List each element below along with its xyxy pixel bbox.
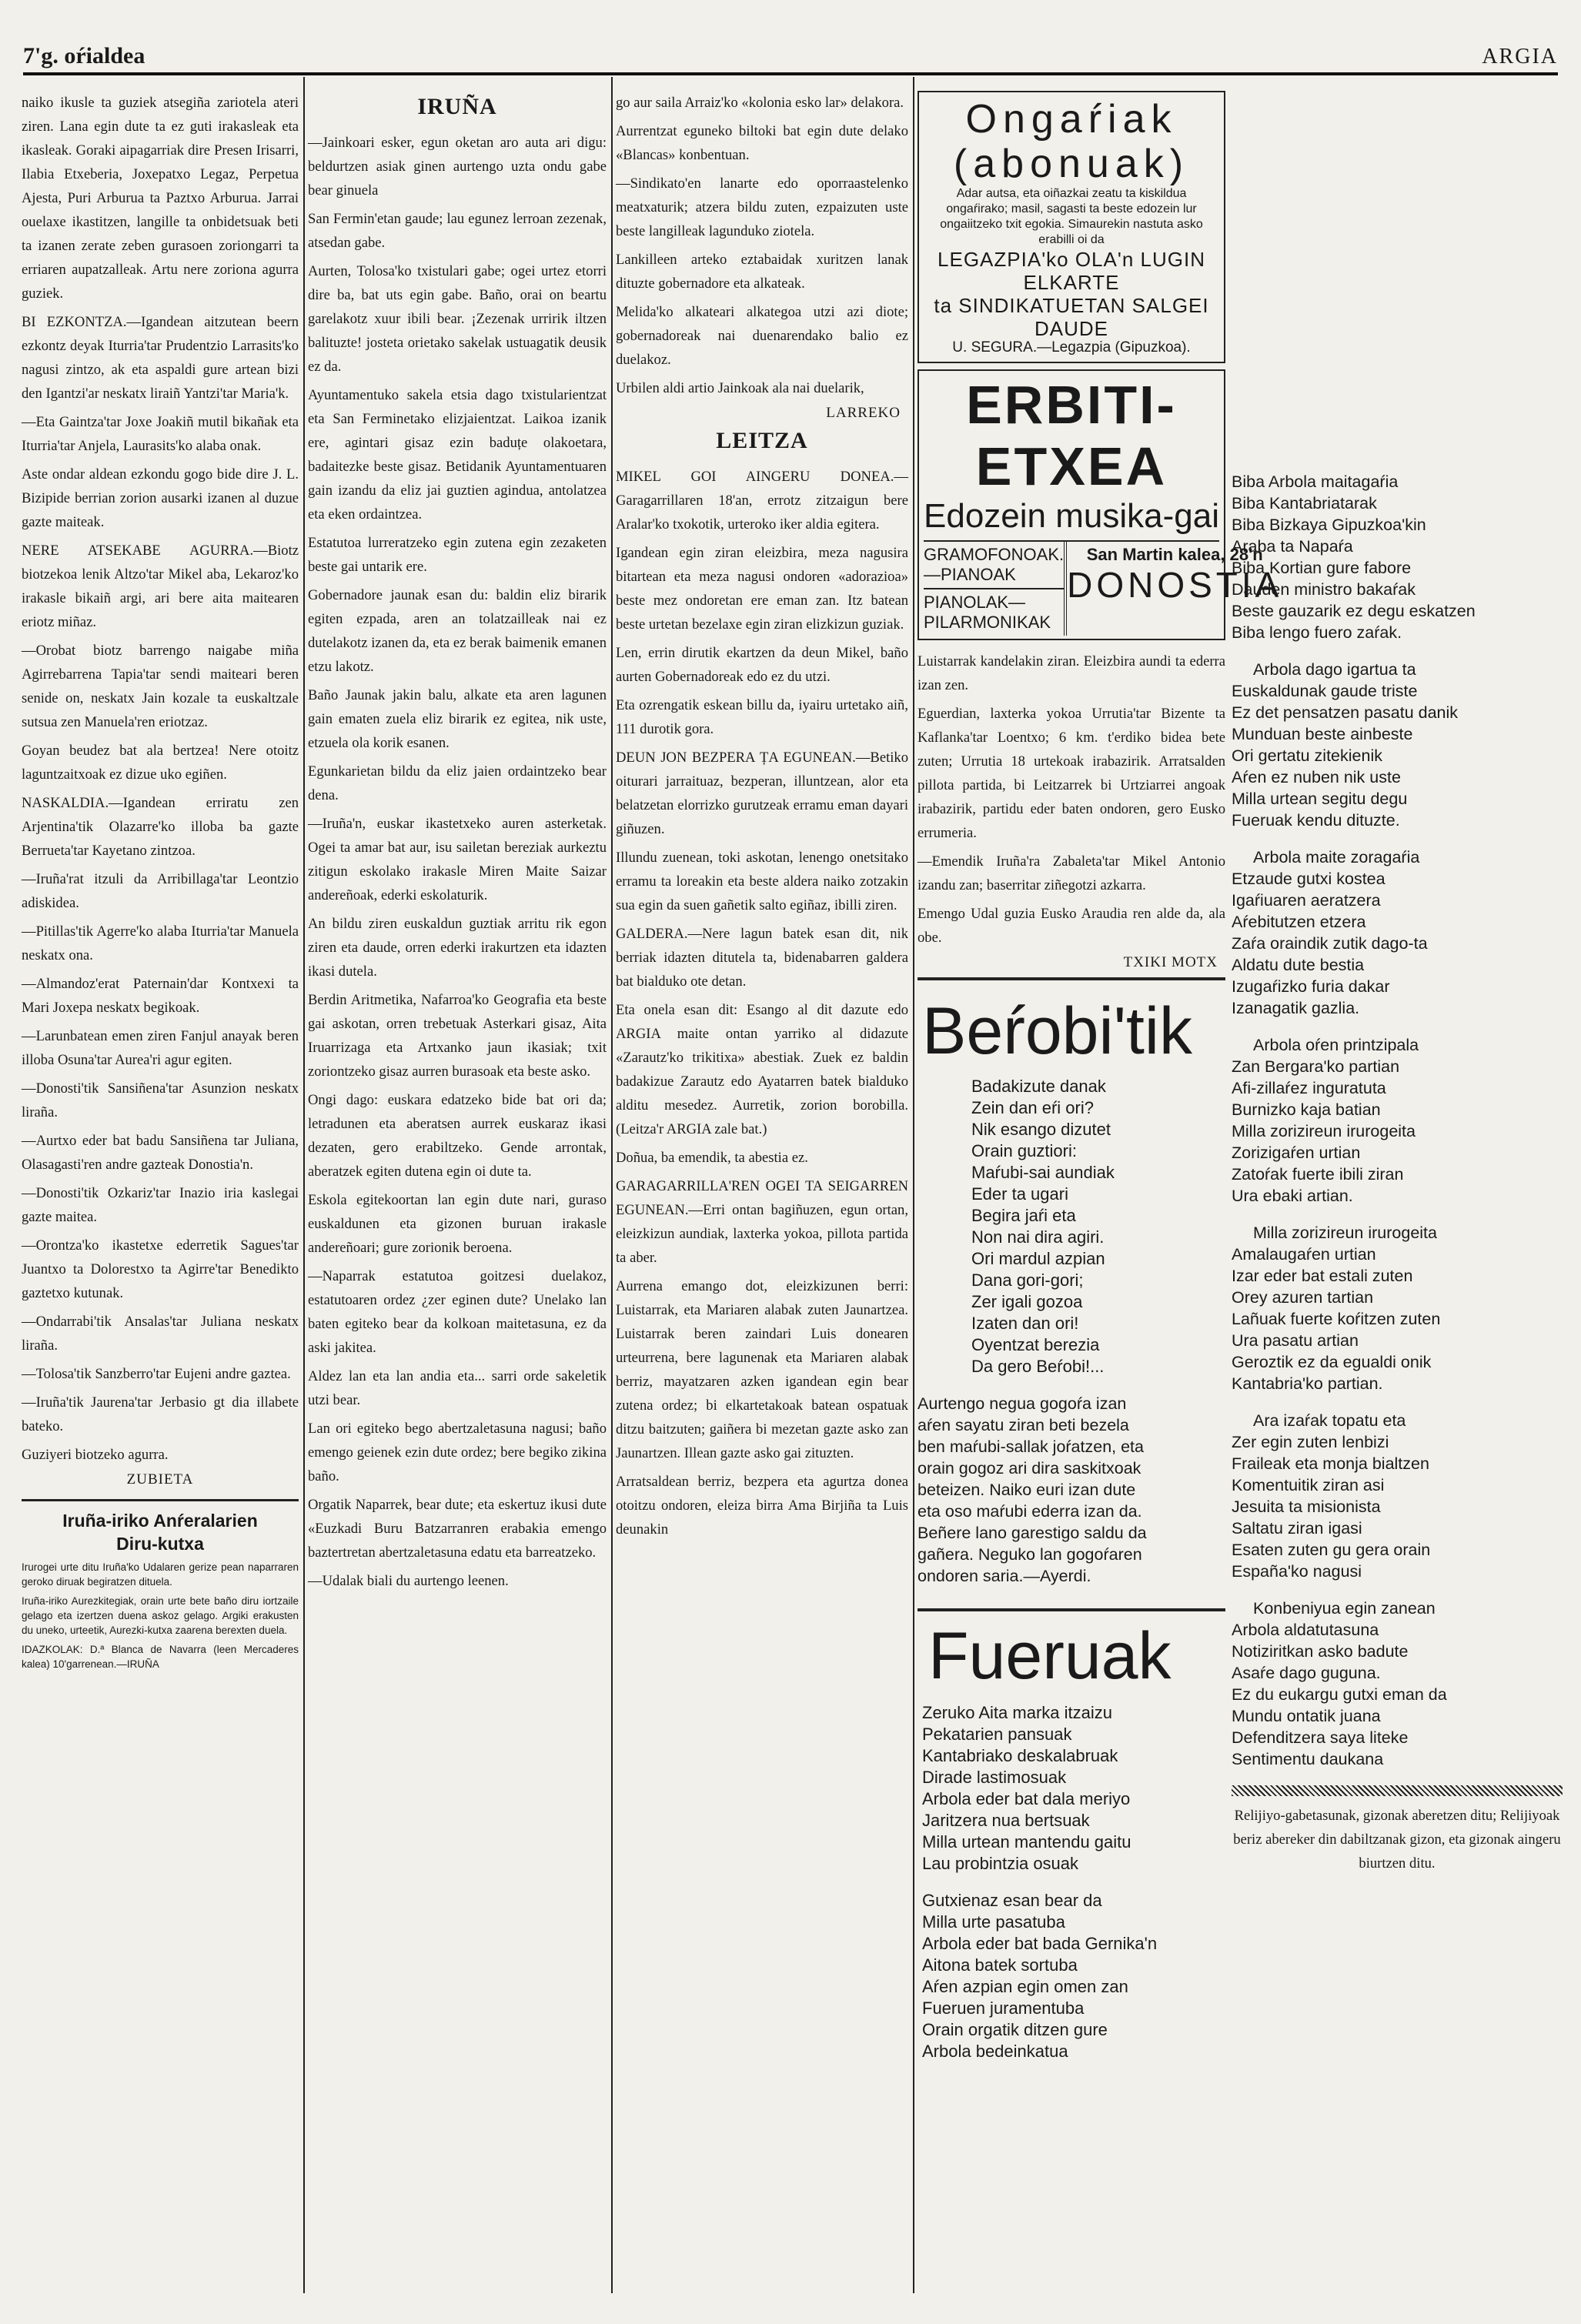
ad-subtitle: Diru-kutxa [116, 1534, 204, 1554]
poem-line: Zer egin zuten lenbizi [1232, 1433, 1389, 1451]
poem-line: Lau probintzia osuak [922, 1854, 1079, 1873]
poem-line: Orain orgatik ditzen gure [922, 2020, 1108, 2039]
paragraph: An bildu ziren euskaldun guztiak arritu rik egon ziren eta daude, orren ederki irakurtzen eta idazten ikasi dutela. [308, 916, 607, 980]
column-rule [303, 77, 305, 2293]
page-number: 7'g. oŕialdea [23, 43, 145, 68]
paragraph: Igandean egin ziran eleizbira, meza nagusira bitartean eta meza nagusi ondoren «adorazioa» beste mez ondoretan ere eman zan. Itz batean beste urtetan bezelaxe egin ziran elizkizun guziak. [616, 545, 908, 633]
poem-line: Milla zorizireun irurogeita [1232, 1122, 1416, 1140]
poem-line: Eder ta ugari [971, 1184, 1068, 1204]
poem-line: Arbola oŕen printzipala [1253, 1036, 1419, 1054]
poem-line: Gutxienaz esan bear da [922, 1891, 1102, 1910]
poem-line: Jaritzera nua bertsuak [922, 1811, 1090, 1830]
poem-line: Non nai dira agiri. [971, 1227, 1105, 1247]
poem-line: Kantabriako deskalabruak [922, 1746, 1118, 1765]
poem-line: Aitona batek sortuba [922, 1955, 1078, 1975]
poem-line: Biba Bizkaya Gipuzkoa'kin [1232, 516, 1426, 534]
poem-stanza [1232, 1222, 1563, 1394]
ad-line: ta SINDIKATUETAN SALGEI DAUDE [934, 294, 1209, 340]
ad-text: Irurogei urte ditu Iruña'ko Udalaren gerize pean naparraren geroko diruak begiratzen dituela. [22, 1561, 299, 1588]
poem-line: Biba Kortian gure fabore [1232, 559, 1412, 577]
poem-line: Zein dan eŕi ori? [971, 1098, 1094, 1117]
ad-products [924, 542, 1067, 636]
paragraph: —Iruña'tik Jaurena'tar Jerbasio gt dia illabete bateko. [22, 1394, 299, 1434]
poem-line: Euskaldunak gaude triste [1232, 682, 1418, 700]
poem-title: Beŕobi'tik [922, 994, 1193, 1068]
paragraph: Goyan beudez bat ala bertzea! Nere otoitz laguntzaitxoak ez dizue uko egiñen. [22, 743, 299, 783]
poem-stanza [918, 1702, 1225, 1875]
paragraph: Egunkarietan bildu da eliz jaien ordaintzeko bear dena. [308, 763, 607, 803]
ad-subtitle: Edozein musika-gai [924, 497, 1219, 535]
poem-line: Zorizigaŕen urtian [1232, 1144, 1361, 1162]
poem-line: Oyentzat berezia [971, 1335, 1100, 1354]
poem-stanza [1232, 471, 1563, 643]
paragraph: NERE ATSEKABE AGURRA.—Biotz biotzekoa lenik Altzo'tar Mikel aba, Lekaroz'ko irakasle bikaiñ argi, ari bere aita maitearen eriotz miñaz. [22, 543, 299, 630]
poem-line: Afi-zillaŕez inguratuta [1232, 1079, 1386, 1097]
poem-line: beteizen. Naiko euri izan dute [918, 1481, 1136, 1499]
poem-line: Pekatarien pansuak [922, 1725, 1072, 1744]
poem-line: Etzaude gutxi kostea [1232, 870, 1385, 888]
column-rule [913, 77, 914, 2293]
poem-line: Badakizute danak [971, 1077, 1106, 1096]
ad-address: U. SEGURA.—Legazpia (Gipuzkoa). [952, 339, 1191, 356]
poem-line: Ez du eukargu gutxi eman da [1232, 1685, 1447, 1704]
paragraph: NASKALDIA.—Igandean erriratu zen Arjentina'tik Olazarre'ko illoba ba gazte Berrueta'tar Kayetano zintzoa. [22, 795, 299, 859]
paragraph: GARAGARRILLA'REN OGEI TA SEIGARREN EGUNEAN.—Erri ontan bagiñuzen, egun ortan, eleizkizun aundiak, laxterka yokoa, pillota partida ta aber. [616, 1178, 908, 1266]
paragraph: Lankilleen arteko eztabaidak xuritzen lanak dituzte gobernadore eta alkateak. [616, 252, 908, 292]
paragraph: —Iruña'rat itzuli da Arribillaga'tar Leontzio adiskidea. [22, 871, 299, 911]
poem-line: Araba ta Napaŕa [1232, 537, 1353, 556]
author-signature: LARREKO [826, 405, 901, 421]
paragraph: BI EZKONTZA.—Igandean aitzutean beern ezkontz deyak Iturria'tar Prudentzio Larrasits'ko nagusi zintzo, ak eta aspaldi gure artean bizi den Igantzi'ar neskatx liraiñ Yantzi'tar Maria'k. [22, 314, 299, 402]
ad-text: Adar autsa, eta oiñazkai zeatu ta kiskildua ongaŕirako; masil, sagasti ta beste edozein lur ongaiitzeko txit egokia. Simaurekin nastuta asko erabilli oi da [940, 187, 1203, 246]
poem-line: Orain guztiori: [971, 1141, 1077, 1160]
paragraph: —Ondarrabi'tik Ansalas'tar Juliana neskatx liraña. [22, 1314, 299, 1354]
poem-line: Maŕubi-sai aundiak [971, 1163, 1115, 1182]
poem-line: aŕen sayatu ziran beti bezela [918, 1416, 1129, 1434]
poem-line: Beste gauzarik ez degu eskatzen [1232, 602, 1476, 620]
paragraph: MIKEL GOI AINGERU DONEA.—Garagarrillaren 18'an, errotz zitzaigun bere Aralar'ko txokotik, urteroko iker aldia egitera. [616, 469, 908, 533]
poem-line: Biba lengo fuero zaŕak. [1232, 623, 1402, 642]
paragraph: Relijiyo-gabetasunak, gizonak aberetzen ditu; Relijiyoak beriz abereker din dabiltzanak gizon, eta gizonak aingeru biurtzen ditu. [1233, 1808, 1561, 1872]
paragraph: Arratsaldean berriz, bezpera eta agurtza donea otoitzu ondoren, eleiza birra Ama Birjiña ta Luis deunakin [616, 1474, 908, 1538]
poem-line: Izar eder bat estali zuten [1232, 1267, 1413, 1285]
poem-line: Ara izaŕak topatu eta [1253, 1411, 1406, 1430]
poem-line: Ori gertatu zitekienik [1232, 746, 1382, 765]
poem-stanza [1232, 659, 1563, 831]
poem-line: orain gogoz ari dira saskitxoak [918, 1459, 1141, 1478]
ad-info-row [924, 540, 1283, 636]
poem-line: Jesuita ta misionista [1232, 1498, 1381, 1516]
paragraph: San Fermin'etan gaude; lau egunez lerroan zezenak, atsedan gabe. [308, 211, 607, 251]
paragraph: —Tolosa'tik Sanzberro'tar Eujeni andre gaztea. [22, 1366, 291, 1382]
page-header [23, 40, 1558, 75]
poem-line: Kantabria'ko partian. [1232, 1374, 1383, 1393]
poem-line: eta oso maŕubi ederra izan da. [918, 1502, 1142, 1521]
column-3 [616, 91, 908, 2307]
poem-line: Milla urtean mantendu gaitu [922, 1832, 1131, 1852]
poem-line: Aŕen azpian egin omen zan [922, 1977, 1128, 1996]
paragraph: Len, errin dirutik ekartzen da deun Mikel, baño aurten Gobernadoreak edo ez du utzi. [616, 645, 908, 685]
ad-address: IDAZKOLAK: D.ª Blanca de Navarra (leen Mercaderes kalea) 10'garrenean.—IRUÑA [22, 1644, 299, 1670]
poem-line: Milla zorizireun irurogeita [1253, 1224, 1437, 1242]
poem-line: Komentuitik ziran asi [1232, 1476, 1385, 1494]
section-divider [22, 1499, 299, 1501]
column-2 [308, 91, 607, 2307]
poem-line: Milla urtean segitu degu [1232, 790, 1408, 808]
poem-line: Aurtengo negua gogoŕa izan [918, 1394, 1127, 1413]
poem-line: Fueruen juramentuba [922, 1998, 1085, 2018]
column-5 [1232, 91, 1563, 2307]
paragraph: —Naparrak estatutoa goitzesi duelakoz, estatutoaren ordez ¿zer eginen dute? Unelako lan baten egiteko bear da kolkoan maitetasuna, ez da aski jakitea. [308, 1268, 607, 1356]
poem-line: Dirade lastimosuak [922, 1768, 1067, 1787]
poem-stanza [1232, 1410, 1563, 1582]
poem-line: Arbola eder bat dala meriyo [922, 1789, 1131, 1808]
poem-line: Esaten zuten gu gera orain [1232, 1541, 1431, 1559]
paragraph: Eta ozrengatik eskean billu da, iyairu urtetako aiñ, 111 durotik gora. [616, 697, 908, 737]
ad-street: San Martin kalea, 28'n [1086, 545, 1263, 564]
poem-line: Mundu ontatik juana [1232, 1707, 1381, 1725]
poem-line: Ura pasatu artian [1232, 1331, 1359, 1350]
poem-line: Igaŕiuaren aeratzera [1232, 891, 1381, 910]
paragraph: Eguerdian, laxterka yokoa Urrutia'tar Bizente ta Kaflanka'tar Loentxo; 6 km. t'erdiko bidea bete zuten; Urrutia 18 urtekoak irabazirik. Arratsalden pillota partida, bi Leitzarrek bi Urtziarrei angoak irabazirik, partidu eder baten ondoren, gero Eusko errumeria. [918, 706, 1225, 841]
poem-line: Fueruak kendu dituzte. [1232, 811, 1400, 830]
poem-line: Arbola eder bat bada Gernika'n [922, 1934, 1158, 1953]
paragraph: —Larunbatean emen ziren Fanjul anayak beren illoba Osuna'tar Aurea'ri agur egiten. [22, 1028, 299, 1068]
paragraph: Guziyeri biotzeko agurra. [22, 1447, 169, 1463]
paragraph: Eskola egitekoortan lan egin dute nari, guraso euskaldunen eta gizonen buruan irakasle andereñoari; gure zorionik beroena. [308, 1192, 607, 1256]
paragraph: Urbilen aldi artio Jainkoak ala nai duelarik, [616, 380, 864, 396]
poem-line: ondoren saria.—Ayerdi. [918, 1567, 1091, 1585]
paragraph: Ongi dago: euskara edatzeko bide bat ori da; letradunen eta aberatsen aurrek euskaraz ikasi dezaten, gero erabiltzeko. Gende arrontak, aberatzek egiten dutena egin oi dute ta. [308, 1092, 607, 1180]
paragraph: —Aurtxo eder bat badu Sansiñena tar Juliana, Olasagasti'ren andre gazteak Donostia'n. [22, 1133, 299, 1173]
paragraph: Estatutoa lurreratzeko egin zutena egin zezaketen beste gai untarik ere. [308, 535, 607, 575]
poem-line: Begira jaŕi eta [971, 1206, 1076, 1225]
poem-line: Biba Kantabriatarak [1232, 494, 1377, 513]
poem-line: Dauden ministro bakaŕak [1232, 580, 1416, 599]
poem-stanza [1232, 846, 1563, 1019]
poem-line: Lañuak fuerte koŕitzen zuten [1232, 1310, 1441, 1328]
poem-line: Aŕen ez nuben nik uste [1232, 768, 1401, 786]
poem-line: Zeruko Aita marka itzaizu [922, 1703, 1112, 1722]
paragraph: Emengo Udal guzia Eusko Araudia ren alde da, ala obe. [918, 906, 1225, 946]
poem-line: Amalaugaŕen urtian [1232, 1245, 1376, 1264]
poem-line: ben maŕubi-sallak joŕatzen, eta [918, 1437, 1144, 1456]
bank-ad [22, 1509, 299, 1671]
paragraph: —Donosti'tik Ozkariz'tar Inazio iria kaslegai gazte maitea. [22, 1185, 299, 1225]
poem-line: España'ko nagusi [1232, 1562, 1362, 1581]
paragraph: —Udalak biali du aurtengo leenen. [308, 1573, 509, 1589]
poem-line: Saltatu ziran igasi [1232, 1519, 1362, 1538]
paragraph: naiko ikusle ta guziek atsegiña zariotela ateri ziren. Lana egin dute ta ez guti irakasleak eta ikasleak. Goraki aipagarriak dire Presen Irisarri, Ilabia Etxeberia, Joxepatxo Legaz, Perpetua Ajesta, Puri Arburua ta Paztxo Arburua. Jarrai ouelaxe ikastitzen, langille ta onbidetsuak beti ta izanen zerate zeben gurasoen zoriongarri ta erriaren aupatzalleak. Artu nere zoriona agurra guziek. [22, 95, 299, 302]
paragraph: Ayuntamentuko sakela etsia dago txistularientzat eta San Ferminetako elizjaientzat. Laikoa izanik ere, agintari gisaz ezin baduțe olakoetara, badaitezke beste gisaz. Betidanik Ayuntamentuaren gain izandu da eliz jai guztien agindua, antolatzea eta eken ordaintzea. [308, 387, 607, 523]
poem-title: Fueruak [928, 1619, 1172, 1693]
poem-line: Fraileak eta monja bialtzen [1232, 1454, 1429, 1473]
poem-line: Asaŕe dago guguna. [1232, 1664, 1381, 1682]
section-title: LEITZA [716, 428, 808, 453]
ad-title: ERBITI-ETXEA [966, 375, 1177, 496]
paragraph: Aldez lan eta lan andia eta... sarri orde sakeletik utzi bear. [308, 1368, 607, 1408]
hatched-divider [1232, 1785, 1563, 1796]
newspaper-name: ARGIA [1482, 45, 1558, 68]
poem-line: Ori mardul azpian [971, 1249, 1105, 1268]
poem-line: Beñere lano garestigo saldu da [918, 1524, 1147, 1542]
ad-product-line: PIANOLAK—PILARMONIKAK [924, 588, 1064, 636]
poem-line: Aldatu dute bestia [1232, 956, 1365, 974]
ad-product-line: GRAMOFONOAK.—PIANOAK [924, 545, 1065, 584]
author-signature: TXIKI MOTX [1123, 954, 1218, 970]
poem-line: Arbola aldatutasuna [1232, 1621, 1379, 1639]
paragraph: —Eta Gaintza'tar Joxe Joakiñ mutil bikañak eta Iturria'tar Anjela, Laurasits'ko alaba onak. [22, 414, 299, 454]
paragraph: Gobernadore jaunak esan du: baldin eliz birarik egiten ezpada, aren an tolatzailleak nai ez dutelakotz izanen da, eta ez berak baimenik emanen etzu lakotz. [308, 587, 607, 675]
paragraph: Melida'ko alkateari alkategoa utzi azi diote; gobernadoreak nai duenarendako balio ez duelakoz. [616, 304, 908, 368]
paragraph: Luistarrak kandelakin ziran. Eleizbira aundi ta ederra izan zen. [918, 653, 1225, 693]
poem-stanza [1232, 1598, 1563, 1770]
fertilizer-ad [918, 91, 1225, 363]
paragraph: Lan ori egiteko bego abertzaletasuna nagusi; baño emengo geienek ezin dute ordez; bere begiko zikina baño. [308, 1421, 607, 1484]
column-1 [22, 91, 299, 2307]
ad-text: Iruña-iriko Aurezkitegiak, orain urte bete baño diru iortzaile gelago eta izertzen duena askoz gelago. Argiki erakusten du uneko, urteetik, Aurezki-kutxa zaarena berexten duela. [22, 1595, 299, 1636]
poem-line: Biba Arbola maitagaŕia [1232, 472, 1399, 491]
poem-line: Orey azuren tartian [1232, 1288, 1374, 1307]
paragraph: —Iruña'n, euskar ikastetxeko auren asterketak. Ogei ta amar bat aur, isu sailetan bereziak aurkeztu zitigun eskolako irakasle Miren Maite Saizar andereñoak, ederki eskolaturik. [308, 816, 607, 903]
poem-line: Arbola maite zoragaŕia [1253, 848, 1420, 866]
paragraph: GALDERA.—Nere lagun batek esan dit, nik berriak idazten ditutela ta, bidenabarren galdera bat bialduko ote detan. [616, 926, 908, 990]
poem-line: Aŕebitutzen etzera [1232, 913, 1366, 931]
paragraph: —Almandoz'erat Paternain'dar Kontxexi ta Mari Joxepa neskatx begikoak. [22, 976, 299, 1016]
author-signature: ZUBIETA [126, 1471, 194, 1488]
poem-line: Geroztik ez da egualdi onik [1232, 1353, 1432, 1371]
poem-stanza [1232, 1034, 1563, 1207]
paragraph: Doñua, ba emendik, ta abestia ez. [616, 1150, 808, 1166]
paragraph: —Emendik Iruña'ra Zabaleta'tar Mikel Antonio izandu zan; baserritar ziñegotzi azkarra. [918, 853, 1225, 893]
column-4 [918, 91, 1283, 2307]
paragraph: Aurrentzat eguneko biltoki bat egin dute delako «Blancas» konbentuan. [616, 123, 908, 163]
poem-line: Munduan beste ainbeste [1232, 725, 1413, 743]
poem-line: Nik esango dizutet [971, 1120, 1111, 1139]
paragraph: go aur saila Arraiz'ko «kolonia esko lar» delakora. [616, 95, 904, 111]
poem-stanza [918, 1393, 1225, 1587]
poem-line: Izanagatik gazlia. [1232, 999, 1360, 1017]
ad-title: Iruña-iriko Anŕeralarien [62, 1511, 258, 1531]
poem-line: Burnizko kaja batian [1232, 1100, 1381, 1119]
poem-line: Zer igali gozoa [971, 1292, 1083, 1311]
poem-line: Milla urte pasatuba [922, 1912, 1065, 1932]
poem-line: Ura ebaki artian. [1232, 1187, 1353, 1205]
ad-title: Ongaŕiak (abonuak) [953, 97, 1190, 186]
poem-line: Defenditzera saya liteke [1232, 1728, 1409, 1747]
poem-line: Da gero Beŕobi!... [971, 1357, 1105, 1376]
poem-line: Dana gori-gori; [971, 1271, 1084, 1290]
poem-line: Notiziritkan asko badute [1232, 1642, 1409, 1661]
paragraph: —Orontza'ko ikastetxe ederretik Sagues'tar Juantxo ta Dolorestxo ta Agirre'tar Benedikto gaztetxo kutunak. [22, 1237, 299, 1301]
poem-stanza [918, 1076, 1225, 1377]
ad-area-spacer [1232, 91, 1563, 471]
paragraph: —Donosti'tik Sansiñena'tar Asunzion neskatx liraña. [22, 1080, 299, 1120]
paragraph: Illundu zuenean, toki askotan, lenengo onetsitako erramu ta loreakin eta beste aldera naiko zotzakin sua egin da suen gañetik salto egiñaz, ibilli ziren. [616, 850, 908, 913]
paragraph: Aste ondar aldean ezkondu gogo bide dire J. L. Bizipide berrian zorion ausarki izanen al duzue gazte maiteak. [22, 466, 299, 530]
poem-line: Sentimentu daukana [1232, 1750, 1384, 1768]
column-rule [611, 77, 613, 2293]
poem-line: Arbola dago igartua ta [1253, 660, 1416, 679]
paragraph: Aurrena emango dot, eleizkizunen berri: Luistarrak, eta Mariaren alabak zuten Jaunartzea. Luistarrak beren zaindari Luis donearen urteurrena, bere lagunenak eta Mariaren alabak berriz, mayatzaren azken igandean egin bear zutena ordez; bi elkartetakoak batean ospatuak ditzu baitzuten; gaiñera bi mezetan gazte asko zan Jaunartzen. Illean gazte asko gai zituzten. [616, 1278, 908, 1461]
paragraph: —Pitillas'tik Agerre'ko alaba Iturria'tar Manuela neskatx ona. [22, 923, 299, 963]
poem-line: Zan Bergara'ko partian [1232, 1057, 1400, 1076]
section-title: IRUÑA [417, 94, 497, 119]
paragraph: —Orobat biotz barrengo naigabe miña Agirrebarrena Tapia'tar sendi maiteari beren senide on, neskatx Jain kozale ta euskaltzale sutsua zen Manuela'ren eriotzaz. [22, 643, 299, 730]
ad-line: LEGAZPIA'ko OLA'n LUGIN ELKARTE [938, 248, 1205, 294]
paragraph: DEUN JON BEZPERA ȚA EGUNEAN.—Betiko oiturari jarraituaz, bezperan, illuntzean, alor eta belatzetan elorrizko gurutzeak erramu eman dayari giñuzen. [616, 750, 908, 837]
paragraph: —Sindikato'en lanarte edo oporraastelenko meatxaturik; atzera bildu zuten, ezpaizuten uste beste langilleak lagunduko ziotela. [616, 175, 908, 239]
poem-line: Zatoŕak fuerte ibili ziran [1232, 1165, 1404, 1184]
poem-line: Ez det pensatzen pasatu danik [1232, 703, 1459, 722]
poem-line: Izaten dan ori! [971, 1314, 1079, 1333]
poem-berobi [918, 977, 1225, 1611]
poem-line: Arbola bedeinkatua [922, 2042, 1068, 2061]
poem-line: gañera. Neguko lan gogoŕaren [918, 1545, 1142, 1564]
paragraph: Aurten, Tolosa'ko txistulari gabe; ogei urtez etorri dire ba, bat uts egin gabe. Baño, orai on beartu garelakotz xuur ibili bear. ¡Zezenak urririk iltzen balituzte! josteta orietako sakelak ustuagatik deusik ez da. [308, 263, 607, 375]
ad-city: DONOSTIA [1067, 565, 1283, 605]
paragraph: Berdin Aritmetika, Nafarroa'ko Geografia eta beste gai askotan, orren trebetuak Asterkari gisaz, Aita Iruarrizaga eta Artxanko jaun ikasiak; txit zoriontzeko gisaz aurren burasoak eta beste asko. [308, 992, 607, 1080]
paragraph: —Jainkoari esker, egun oketan aro auta ari digu: beldurtzen asiak ginen aurtengo uzta ondu gabe bear ginuela [308, 135, 607, 199]
poem-line: Zaŕa oraindik zutik dago-ta [1232, 934, 1428, 953]
paragraph: Orgatik Naparrek, bear dute; eta eskertuz ikusi dute «Euzkadi Buru Batzarranren erabakia emengo baztertretan abertzaletasuna edatu eta barreatzeko. [308, 1497, 607, 1561]
music-store-ad [918, 369, 1283, 640]
paragraph: Eta onela esan dit: Esango al dit dazute edo ARGIA maite ontan yarriko al didazute «Zarautz'ko trikitixa» abestiak. Zuek ez baldin badakizue Zarautz edo Ayatarren batek bialduko alditu mesedez. Aurretik, zorion borobilla. (Leitza'r ARGIA zale bat.) [616, 1002, 908, 1137]
poem-line: Konbeniyua egin zanean [1253, 1599, 1436, 1618]
poem-stanza [918, 1890, 1225, 2062]
poem-line: Izugaŕizko furia dakar [1232, 977, 1390, 996]
paragraph: Baño Jaunak jakin balu, alkate eta aren lagunen gain ematen zuela eliz birarik ez egitea, nik uste, etzuela ola korik esanen. [308, 687, 607, 751]
